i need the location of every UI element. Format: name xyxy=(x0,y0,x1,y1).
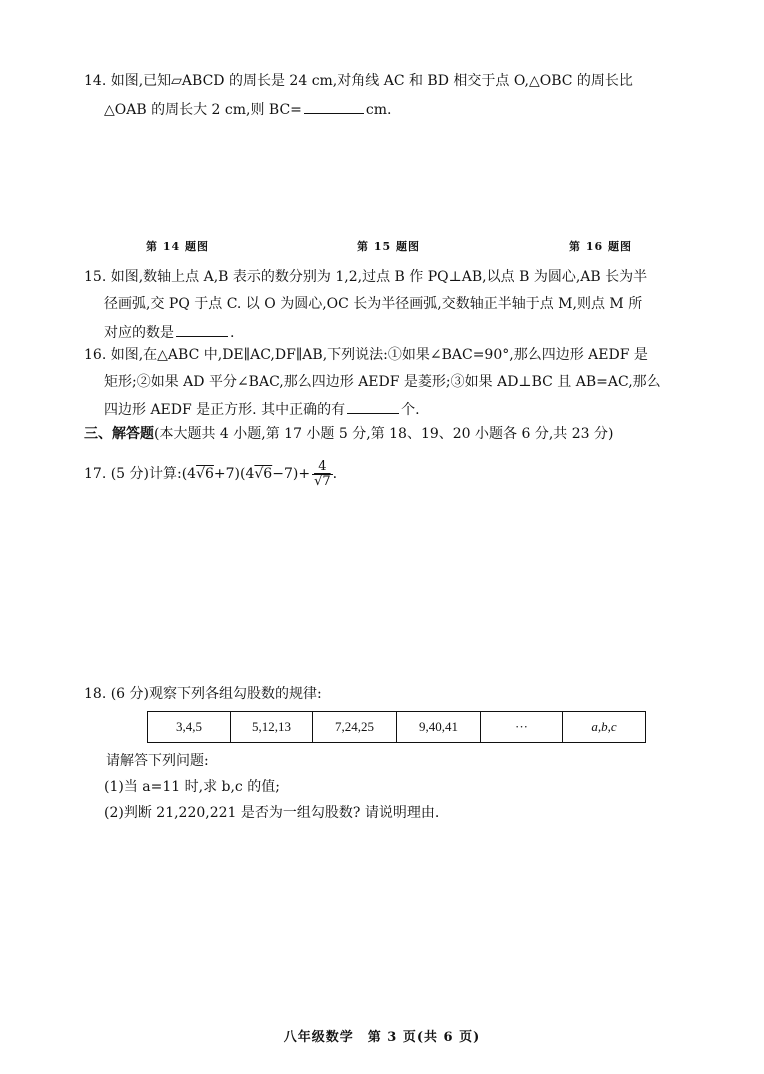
q17-sqrt-6-a: √6 xyxy=(196,466,214,482)
q14-text: △OAB 的周长大 2 cm,则 BC= xyxy=(104,102,302,118)
section-3-title: 三、解答题 xyxy=(84,426,154,442)
q18-ask: 请解答下列问题: xyxy=(106,753,209,769)
q14-unit: cm. xyxy=(365,102,392,118)
q17-prefix: 17. (5 分)计算:(4 xyxy=(84,466,197,482)
q16-answer-blank xyxy=(347,399,399,414)
q15-text: 对应的数是 xyxy=(104,325,174,341)
q14-answer-blank xyxy=(304,99,364,114)
q16-line-3 xyxy=(104,399,420,420)
page-footer: 八年级数学 第 3 页(共 6 页) xyxy=(283,1030,481,1045)
pythagorean-triples-table xyxy=(147,711,646,743)
caption-fig-16: 第 16 题图 xyxy=(569,240,632,253)
q16-unit: 个. xyxy=(401,402,420,418)
q17-mid-2: −7)+ xyxy=(272,466,311,482)
q17-expression xyxy=(84,458,337,490)
q18-intro: 18. (6 分)观察下列各组勾股数的规律: xyxy=(84,686,322,702)
q17-fraction-denominator: √7 xyxy=(314,473,331,489)
q16-text: 四边形 AEDF 是正方形. 其中正确的有 xyxy=(104,402,346,418)
q14-line-1: 14. 如图,已知▱ABCD 的周长是 24 cm,对角线 AC 和 BD 相交于点 O,△OBC 的周长比 xyxy=(84,73,633,89)
q14-line-2 xyxy=(104,99,392,120)
caption-fig-15: 第 15 题图 xyxy=(357,240,420,253)
table-cell: ··· xyxy=(481,712,563,743)
table-cell: 3,4,5 xyxy=(148,712,231,743)
q17-fraction-numerator: 4 xyxy=(312,460,333,475)
q16-line-2: 矩形;②如果 AD 平分∠BAC,那么四边形 AEDF 是菱形;③如果 AD⊥BC 且 AB=AC,那么 xyxy=(104,374,661,390)
q15-answer-blank xyxy=(176,322,228,337)
table-row xyxy=(148,712,646,743)
q17-suffix: . xyxy=(332,466,338,482)
q16-line-1: 16. 如图,在△ABC 中,DE∥AC,DF∥AB,下列说法:①如果∠BAC=90°,那么四边形 AEDF 是 xyxy=(84,347,648,363)
caption-fig-14: 第 14 题图 xyxy=(146,240,209,253)
table-cell: 5,12,13 xyxy=(231,712,313,743)
q17-mid-1: +7)(4 xyxy=(213,466,255,482)
table-cell: 7,24,25 xyxy=(313,712,397,743)
q15-line-1: 15. 如图,数轴上点 A,B 表示的数分别为 1,2,过点 B 作 PQ⊥AB,以点 B 为圆心,AB 长为半 xyxy=(84,269,648,285)
q15-period: . xyxy=(230,325,235,341)
q15-line-3 xyxy=(104,322,234,343)
q18-part-1: (1)当 a=11 时,求 b,c 的值; xyxy=(104,779,280,795)
table-cell: a,b,c xyxy=(563,712,646,743)
q17-fraction xyxy=(312,460,333,489)
section-3-detail: (本大题共 4 小题,第 17 小题 5 分,第 18、19、20 小题各 6 分,共 23 分) xyxy=(154,426,614,442)
q18-part-2: (2)判断 21,220,221 是否为一组勾股数? 请说明理由. xyxy=(104,805,440,821)
section-3-header xyxy=(84,424,613,444)
q17-sqrt-6-b: √6 xyxy=(254,466,273,482)
q15-line-2: 径画弧,交 PQ 于点 C. 以 O 为圆心,OC 长为半径画弧,交数轴正半轴于点 M,则点 M 所 xyxy=(104,296,643,312)
table-cell: 9,40,41 xyxy=(397,712,481,743)
